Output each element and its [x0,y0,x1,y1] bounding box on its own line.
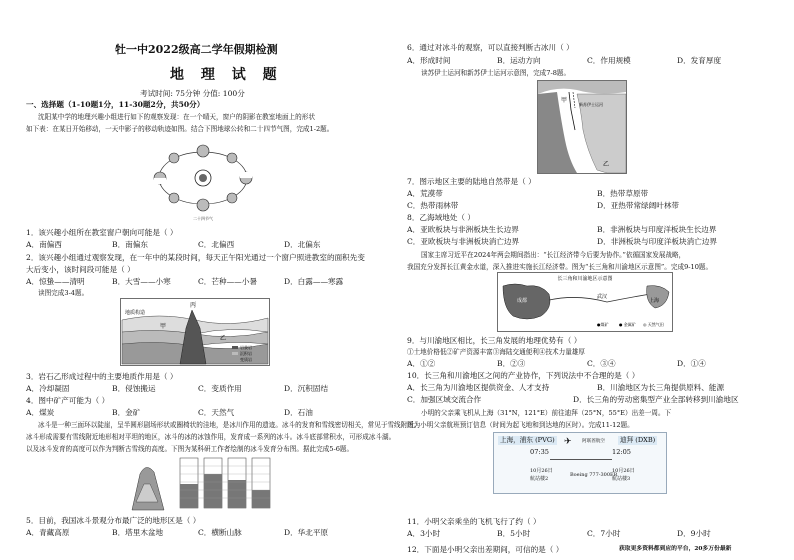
q4-option-b[interactable]: B．金矿 [112,408,141,417]
intro-q11-12-line1: 小明的父亲乘飞机从上海（31°N，121°E）前往迪拜（25°N，55°E）出差一周。下 [421,409,672,417]
intro-q9-10-line2: 我国充分发挥长江黄金水道，深入推进实施长江经济带。图为“长三角和川渝地区示意图”。完成9-10题。 [407,263,713,271]
q2-option-c[interactable]: C．芒种——小暑 [198,277,257,286]
q3-option-c[interactable]: C．变质作用 [198,384,242,393]
orbit-caption: 二十四节气 [193,216,213,221]
q5-option-c[interactable]: C．横断山脉 [198,528,242,537]
q1-option-a[interactable]: A．南偏西 [26,240,62,249]
q8-option-a[interactable]: A．亚欧板块与非洲板块生长边界 [407,225,519,234]
intro-q5-6-line1: 冰斗是一种三面环以陡崖，呈半圆形剧场形状或圈椅状的洼地，是冰川作用的遗迹。冰斗的发育和雪线密切相关，常见于雪线附近。 [38,421,421,429]
q8-stem: 8．乙海域地处（ ） [407,213,475,222]
rock-section-figure [120,298,270,366]
q1-option-c[interactable]: C．北偏西 [198,240,235,249]
q6-option-a[interactable]: A．形成时间 [407,56,451,65]
q10-option-b[interactable]: B．川渝地区为长三角提供原料、能源 [597,383,725,392]
intro-q1-2-line2: 如下表：在某日开始移动，一天中影子的移动轨迹如图。结合下图地球公转和二十四节气图，完成1-2题。 [26,125,334,133]
yangtze-label-shanghai: 上海 [649,298,660,304]
intro-q9-10-line1: 国家主席习近平在2024年两会期间指出：“长江经济带今后要为协作。”依循国家发展战略， [421,251,686,259]
intro-q11-12-line2: 图为小明父亲航班预订信息（时间为起飞地和到达地的区时）。完成11-12题。 [407,421,634,429]
q2-stem-line1: 2．该兴趣小组通过观察发现，在一年中的某段时间，每天正午阳光通过一个窗户照进教室的面积先变 [26,253,365,262]
q5-option-d[interactable]: D．华北平原 [284,528,329,537]
flight-route-line [550,459,612,460]
q11-option-c[interactable]: C．7小时 [587,529,621,538]
flight-arr-date: 10月26日 [612,468,635,474]
q10-option-c[interactable]: C．加强区域交流合作 [407,395,482,404]
rock-legend-igneous: 岩浆岩 [240,345,252,350]
flight-to: 迪拜 (DXB) [620,436,656,444]
school-line: 牡一中2022级高二学年假期检测 [115,43,278,56]
intro-q5-6-line3: 以及冰斗发育的高度可以作为判断古雪线的高度。下图为某科研工作者绘制的冰斗发育分布图。据此完成5-6题。 [26,445,354,453]
q7-option-a[interactable]: A．荒漠带 [407,189,443,198]
flight-arr-time: 12:05 [612,448,632,456]
suez-label-yi: 乙 [603,161,610,168]
q1-option-b[interactable]: B．南偏东 [112,240,148,249]
flight-arr-terminal: 航站楼3 [612,476,631,482]
q12-stem: 12．下面是小明父亲出差期间，可信的是（ ） [407,545,564,554]
yangtze-legend-gas: ◎ 天然气田 [643,322,664,327]
suez-label-jia: 甲 [561,97,568,104]
earth-orbit-figure [150,138,256,224]
rock-label-yi: 乙 [220,335,227,342]
q11-option-a[interactable]: A．3小时 [407,529,441,538]
q10-option-d[interactable]: D．长三角的劳动密集型产业全部转移到川渝地区 [573,395,739,404]
yangtze-map-figure [497,272,673,332]
q3-stem: 3．岩石乙形成过程中的主要地质作用是（ ） [26,372,178,381]
rock-legend-sedimentary: 沉积岩 [240,351,252,356]
q6-option-c[interactable]: C．作用规模 [587,56,631,65]
flight-airline: 阿联酋航空 [582,439,605,444]
q10-stem: 10．长三角和川渝地区之间的产业协作，下列说法中不合理的是（ ） [407,371,640,380]
exam-info: 考试时间: 75分钟 分值: 100分 [140,89,245,98]
right-column [397,0,794,560]
flight-dep-time: 07:35 [530,448,550,456]
q5-option-b[interactable]: B．塔里木盆地 [112,528,164,537]
section-heading: 一、选择题（1-10题1分，11-30题2分，共50分） [26,100,205,109]
flight-from: 上海，浦东 (PVG) [500,436,555,444]
intro-q7-8: 读苏伊士运河和新苏伊士运河示意图，完成7-8题。 [421,69,571,77]
rock-label-bing: 丙 [190,302,197,309]
rock-legend-metamorphic: 变质岩 [240,357,252,362]
q8-option-d[interactable]: D．非洲板块与印度洋板块消亡边界 [597,237,717,246]
q10-option-a[interactable]: A．长三角为川渝地区提供资金、人才支持 [407,383,550,392]
q6-option-b[interactable]: B．运动方向 [497,56,541,65]
q9-option-b[interactable]: B．②③ [497,359,526,368]
q11-option-b[interactable]: B．5小时 [497,529,531,538]
yangtze-map-title: 长三角和川渝地区示意图 [557,276,613,282]
flight-info-card [493,432,667,494]
flight-dep-terminal: 航站楼2 [530,476,549,482]
subject-title: 地 理 试 题 [170,67,283,83]
q2-option-b[interactable]: B．大雪——小寒 [112,277,171,286]
q7-option-c[interactable]: C．热带雨林带 [407,201,459,210]
yangtze-label-wuhan: 武汉 [597,294,608,300]
q4-option-c[interactable]: C．天然气 [198,408,235,417]
q1-stem: 1．该兴趣小组所在教室窗户朝向可能是（ ） [26,228,178,237]
q3-option-d[interactable]: D．沉积固结 [284,384,329,393]
q2-option-d[interactable]: D．白露——寒露 [284,277,344,286]
q7-option-b[interactable]: B．热带草原带 [597,189,649,198]
watermark-text: 获取更多资料都到应的平台，20多万份最新 [619,546,732,552]
intro-q5-6-line2: 冰斗形成需要有雪线附近地形相对平坦的地区，冰斗的冰的冰蚀作用，发育成一系列的冰斗。冰斗底部常积水，可形成冰斗湖。 [26,433,396,441]
flight-dep-date: 10月26日 [530,468,553,474]
q9-stem: 9．与川渝地区相比，长三角发展的地理优势有（ ） [407,336,582,345]
q2-option-a[interactable]: A．惊蛰——清明 [26,277,85,286]
q11-option-d[interactable]: D．9小时 [677,529,711,538]
q7-option-d[interactable]: D．亚热带常绿阔叶林带 [597,201,680,210]
flight-plane-model: Boeing 777-300ER [570,472,618,478]
q6-stem: 6．通过对冰斗的观察，可以直接判断古冰川（ ） [407,43,574,52]
intro-q3-4: 读图完成3-4题。 [38,289,89,297]
suez-label-new-canal: 新苏伊士运河 [579,102,603,107]
q9-option-c[interactable]: C．③④ [587,359,616,368]
q4-option-d[interactable]: D．石油 [284,408,313,417]
rock-label-tectonic: 地质构造 [125,310,146,316]
q7-stem: 7．图示地区主要的陆地自然带是（ ） [407,177,536,186]
q4-option-a[interactable]: A．煤炭 [26,408,55,417]
q3-option-b[interactable]: B．侵蚀搬运 [112,384,156,393]
q9-option-a[interactable]: A．①② [407,359,436,368]
q5-stem: 5．目前，我国冰斗景观分布最广泛的地形区是（ ） [26,516,201,525]
rock-label-jia: 甲 [160,323,167,330]
yangtze-legend-metal: ● 金属矿 [619,322,636,327]
q11-stem: 11．小明父亲乘坐的飞机飞行了约（ ） [407,517,541,526]
q9-option-d[interactable]: D．①④ [677,359,706,368]
yangtze-legend-coal: ●煤矿 [597,322,609,327]
intro-q1-2-line1: 沈阳某中学的地理兴趣小组进行如下的观察发现：在一个晴天，窗户的阴影在教室地面上的形状 [38,113,315,121]
q6-option-d[interactable]: D．发育厚度 [677,56,722,65]
q8-option-c[interactable]: C．亚欧板块与非洲板块消亡边界 [407,237,520,246]
q3-option-a[interactable]: A．冷却凝固 [26,384,70,393]
suez-map-figure [537,80,627,174]
q9-sub-items: ①土地价格低②矿产资源丰富③海陆交通便利④技术力量雄厚 [407,348,586,356]
q5-option-a[interactable]: A．青藏高原 [26,528,70,537]
yangtze-label-chengdu: 成都 [517,298,528,304]
q2-stem-line2: 大后变小，该时间段可能是（ ） [26,265,135,274]
plane-icon: ✈ [564,437,572,447]
q1-option-d[interactable]: D．北偏东 [284,240,321,249]
cirque-figure [130,454,280,512]
q8-option-b[interactable]: B．非洲板块与印度洋板块生长边界 [597,225,717,234]
q4-stem: 4．图中矿产可能为（ ） [26,396,110,405]
